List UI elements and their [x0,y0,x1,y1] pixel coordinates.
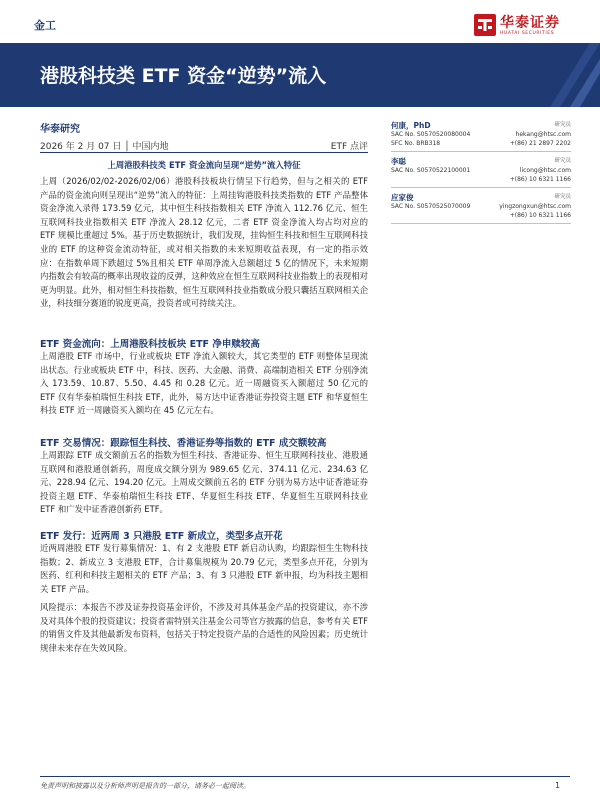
section-1-body: 上周（2026/02/02-2026/02/06）港股科技板块行情呈下行趋势，但与之相关的 ETF 产品的资金流向则呈现出“逆势”流入的特征：上周挂钩港股科技类指数的 ETF 产品整体资金净流入录得 173.59 亿元，其中恒生科技指数相关 ETF 净流入 112.76 亿元、恒生互联网科技业指数相关 ETF 净流入 28.12 亿元，二者 ETF 资金净流入均占均对应的 ETF 规模比重超过 5%。基于历史数据统计，我们发现，挂钩恒生科技和恒生互联网科技业的 ETF 的这种资金流动特征，或对相关指数的未来短期收益表现，有一定的指示效应：在指数单周下跌超过 5%且相关 ETF 单周净流入总额超过 5 亿的情况下，未来短期内指数会有较高的概率出现收益的反弹，这种效应在恒生互联网科技业指数上的表现相对更为明显。此外，相对恒生科技指数，恒生互联网科技业指数成分股只囊括互联网相关企业，科技细分赛道的锐度更高，投资者或可持续关注。 [40,176,368,309]
banner-decoration-icon [530,43,600,107]
analyst-sac: SAC No. S0570525070009 [391,203,471,210]
analyst-phone: +(86) 10 6321 1166 [509,212,571,219]
analyst-role: 研究员 [554,194,571,200]
research-label: 华泰研究 [40,124,80,135]
analyst-name: 何康，PhD [391,121,431,130]
section-2-body: 上周港股 ETF 市场中，行业或板块 ETF 净流入额较大，其它类型的 ETF 则整体呈现流出状态。行业或板块 ETF 中，科技、医药、大金融、消费、高端制造相关 ETF 分别净流入 173.59、10.87、5.50、4.45 和 0.28 亿元。近一周融资买入额超过 50 亿元的 ETF 仅有华泰柏瑞恒生科技 ETF，此外，易方达中证香港证券投资主题 ETF 和华夏恒生科技 ETF 近一周融资买入额均在 45 亿元左右。 [40,351,368,416]
analyst-divider [391,187,571,188]
analyst-name: 李聪 [391,157,406,166]
analyst-divider [391,151,571,152]
report-dateline: 2026 年 2 月 07 日 │ 中国内地 [40,142,169,152]
risk-note: 风险提示：本报告不涉及证券投资基金评价，不涉及对具体基金产品的投资建议，亦不涉及对具体个股的投资建议；投资者需特别关注基金公司等官方披露的信息，参考有关 ETF 的销售文件及其他最新发布资料，包括关于特定投资产品的合适性的风险因素；历史统计规律未来存在失效风险。 [40,602,368,653]
analyst-card [391,156,571,188]
section-3-heading: ETF 交易情况：跟踪恒生科技、香港证券等指数的 ETF 成交额较高 [40,438,327,449]
footer-disclaimer: 免责声明和披露以及分析师声明是报告的一部分，请务必一起阅读。 [40,782,250,790]
analyst-sac: SAC No. S0570522100001 [391,167,471,174]
company-logo [474,12,574,40]
doc-type-label: ETF 点评 [330,142,368,152]
analyst-role: 研究员 [554,122,571,128]
section-2-heading: ETF 资金流向：上周港股科技板块 ETF 净申赎较高 [40,339,260,350]
meta-divider [40,152,368,153]
analyst-email[interactable]: hekang@htsc.com [515,131,571,138]
analyst-sfc: SFC No. BRB318 [391,140,441,147]
section-1-heading: 上周港股科技类 ETF 资金流向呈现“逆势”流入特征 [107,160,301,170]
section-4-heading: ETF 发行：近两周 3 只港股 ETF 新成立，类型多点开花 [40,531,283,542]
analyst-role: 研究员 [554,158,571,164]
footer-divider [40,776,570,777]
report-category: 金工 [34,19,56,32]
logo-text-en: HUATAI SECURITIES [500,31,555,36]
analyst-sac: SAC No. S0570520080004 [391,131,471,138]
logo-mark-icon [474,14,496,36]
analyst-card [391,120,571,152]
analyst-email[interactable]: yingzongxun@htsc.com [499,203,571,210]
section-4-body: 近两周港股 ETF 发行募集情况：1、有 2 支港股 ETF 新启动认购，均跟踪恒生生物科技指数；2、新成立 3 支港股 ETF，合计募集规模为 20.79 亿元，类型多点开花，分别为医药、红利和科技主题相关的 ETF 产品；3、有 3 只港股 ETF 新申报，均为科技主题相关 ETF 产品。 [40,543,368,594]
title-banner [0,43,600,107]
analyst-divider [391,223,571,224]
analyst-name: 应家俊 [391,193,414,202]
analyst-phone: +(86) 10 6321 1166 [509,176,571,183]
analyst-email[interactable]: licong@htsc.com [519,167,571,174]
page-number: 1 [555,781,561,790]
analyst-card [391,192,571,224]
analyst-phone: +(86) 21 2897 2202 [509,140,571,147]
section-3-body: 上周跟踪 ETF 成交额前五名的指数为恒生科技、香港证券、恒生互联网科技业、港股通互联网和港股通创新药，周度成交额分别为 989.65 亿元、374.11 亿元、234.63 亿元、228.94 亿元、194.20 亿元。上周成交额前五名的 ETF 分别为易方达中证香港证券投资主题 ETF、华泰柏瑞恒生科技 ETF、华夏恒生科技 ETF、华夏恒生互联网科技业 ETF 和广发中证香港创新药 ETF。 [40,450,368,515]
page-title: 港股科技类 ETF 资金“逆势”流入 [40,65,327,87]
logo-text-cn: 华泰证券 [500,15,560,31]
